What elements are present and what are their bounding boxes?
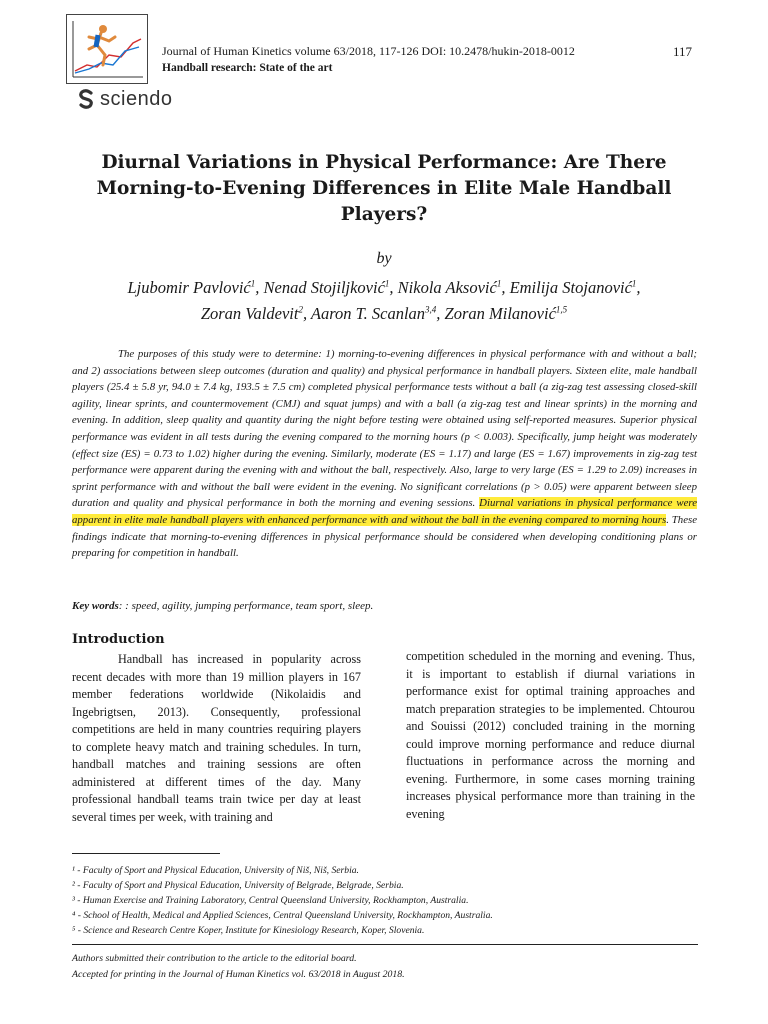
paragraph: competition scheduled in the morning and evening. Thus, it is important to establish if diurnal variations in performance exist for optimal training approaches and match preparation strategies to be implemented. Chtourou and Souissi (2012) concluded training in the morning could improve morning performance and reduce diurnal fluctuations in performance across the morning and evening. Furthermore, in some cases morning training increases physical performance more than training in the evening (406, 649, 695, 821)
abstract-text-end: . These findings indicate that morning-to-evening differences in physical performance should be considered when developing conditioning plans or preparing for competition in handball. (72, 513, 697, 560)
by-label: by (376, 250, 392, 267)
author-list (60, 272, 708, 325)
abstract-highlight: Diurnal variations in physical performance were apparent in elite male handball players with enhanced performance with and without the ball in the evening compared to morning hours (72, 497, 697, 526)
journal-logo-runner-icon (67, 15, 147, 83)
footnote: ⁵ - Science and Research Centre Koper, Institute for Kinesiology Research, Koper, Slovenia. (72, 925, 425, 936)
author: Emilija Stojanović$^1$, (509, 277, 641, 297)
section-heading-introduction: Introduction (72, 632, 165, 647)
author: Ljubomir Pavlović$^1$, (127, 277, 264, 297)
bottom-divider (72, 944, 698, 945)
publisher-name: sciendo (100, 87, 173, 110)
editorial-note: Authors submitted their contribution to the article to the editorial board. (72, 953, 357, 964)
footnote: ⁴ - School of Health, Medical and Applied Sciences, Central Queensland University, Rockhampton, Australia. (72, 910, 493, 921)
article-title: Diurnal Variations in Physical Performance: Are There Morning-to-Evening Differences in Elite Male Handball Players? (96, 152, 672, 225)
author: Zoran Valdevit$^2$, (200, 304, 311, 323)
author: Zoran Milanović$^{1,5}$ (444, 304, 568, 323)
keywords-text: : : speed, agility, jumping performance, team sport, sleep. (118, 600, 374, 612)
author: Nikola Aksović$^1$, (397, 277, 510, 297)
body-column-left (72, 651, 361, 826)
journal-logo (66, 14, 148, 84)
affiliation-footnotes (72, 863, 697, 938)
footnote: ² - Faculty of Sport and Physical Education, University of Belgrade, Belgrade, Serbia. (72, 880, 404, 891)
author-line-1 (60, 272, 708, 299)
paragraph: Handball has increased in popularity across recent decades with more than 19 million players in 167 member federations worldwide (Nikolaidis and Ingebrigtsen, 2013). Consequently, professional competitions are held in many countries requiring players to complete heavy match and training schedules. In turn, handball matches and training sessions are often administered at different times of the day. Many professional handball teams train twice per day at least several times per week, with training and (72, 652, 361, 824)
publisher-logo (78, 86, 172, 112)
body-column-right (406, 648, 695, 823)
page-number: 117 (672, 44, 692, 59)
journal-citation: Journal of Human Kinetics volume 63/2018, 117-126 DOI: 10.2478/hukin-2018-0012 (162, 44, 575, 58)
keywords (72, 600, 697, 612)
sciendo-s-icon (78, 89, 94, 109)
footnote-divider (72, 853, 220, 854)
author: Nenad Stojiljković$^1$, (263, 277, 398, 297)
author: Aaron T. Scanlan$^{3,4}$, (310, 304, 445, 323)
editorial-note: Accepted for printing in the Journal of Human Kinetics vol. 63/2018 in August 2018. (72, 969, 405, 980)
author-line-2 (60, 299, 708, 326)
editorial-notes (72, 951, 697, 983)
journal-citation-line (162, 44, 702, 59)
section-label: Handball research: State of the art (162, 62, 333, 74)
abstract-text: The purposes of this study were to determine: 1) morning-to-evening differences in physical performance with and without a ball; and 2) associations between sleep outcomes (duration and quality) and physical performance in handball players. Sixteen elite, male handball players (25.4 ± 5.8 yr, 94.0 ± 7.4 kg, 193.5 ± 7.5 cm) completed physical performance tests without a ball (a zig-zag test assessing closed-skill agility, linear sprints, and countermovement (CMJ) and squat jumps) and with a ball (a zig-zag test and linear sprints) in the morning and evening. In addition, sleep quality and quantity during the night before testing were obtained using self-reported measures. Superior physical performance was evident in all tests during the evening compared to the morning hours (p < 0.003). Specifically, jump height was moderately (effect size (ES) = 0.73 to 1.02) higher during the evening. Similarly, moderate (ES = 1.17) and large (ES = 1.67) improvements in zig-zag test performance were apparent during the evening with and without the ball, respectively. Also, large to very large (ES = 1.29 to 2.09) increases in sprint performance with and without the ball were evident in the evening. No significant correlations (p > 0.05) were apparent between sleep duration and quality and physical performance in both the morning and evening sessions. (72, 348, 697, 510)
keywords-label: Key words (72, 600, 119, 612)
footnote: ¹ - Faculty of Sport and Physical Education, University of Niš, Niš, Serbia. (72, 865, 359, 876)
footnote: ³ - Human Exercise and Training Laboratory, Central Queensland University, Rockhampton, Australia. (72, 895, 469, 906)
abstract (72, 346, 697, 562)
